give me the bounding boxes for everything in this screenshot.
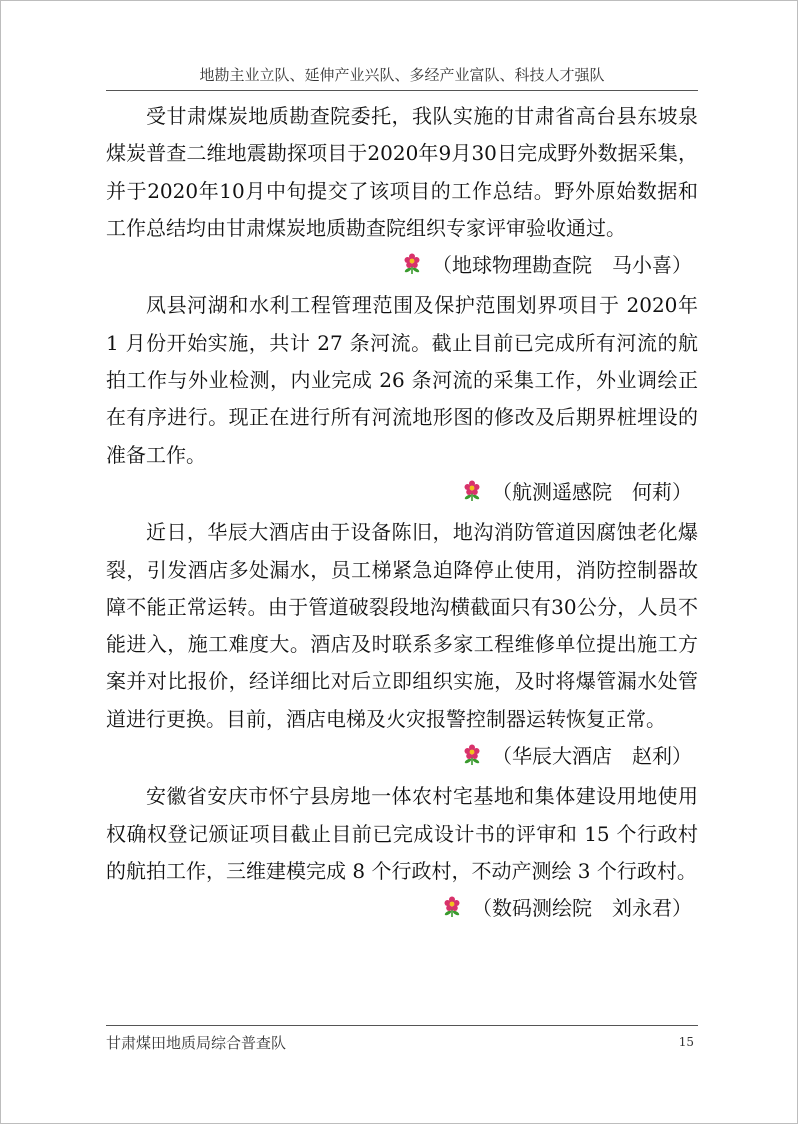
article-signature-4 bbox=[106, 890, 698, 930]
article-signature-2 bbox=[106, 474, 698, 514]
signature-text: （数码测绘院 刘永君） bbox=[472, 896, 692, 921]
footer-divider bbox=[106, 1025, 698, 1026]
flower-icon bbox=[462, 741, 482, 778]
article-body-3: 近日，华辰大酒店由于设备陈旧，地沟消防管道因腐蚀老化爆裂，引发酒店多处漏水，员工梯紧急迫降停止使用，消防控制器故障不能正常运转。由于管道破裂段地沟横截面只有30公分，人员不能进入，施工难度大。酒店及时联系多家工程维修单位提出施工方案并对比报价，经详细比对后立即组织实施，及时将爆管漏水处管道进行更换。目前，酒店电梯及火灾报警控制器运转恢复正常。 bbox=[106, 520, 698, 731]
flower-icon bbox=[442, 893, 462, 930]
article-signature-3 bbox=[106, 738, 698, 778]
flower-icon bbox=[402, 250, 422, 287]
page-number: 15 bbox=[678, 1035, 694, 1049]
article-body-2: 凤县河湖和水利工程管理范围及保护范围划界项目于 2020年 1 月份开始实施，共计 27 条河流。截止目前已完成所有河流的航拍工作与外业检测，内业完成 26 条河流的采集工作，外业调绘正在有序进行。现正在进行所有河流地形图的修改及后期界桩埋设的准备工作。 bbox=[106, 293, 698, 467]
signature-text: （航测遥感院 何莉） bbox=[492, 479, 692, 504]
header-divider bbox=[106, 90, 698, 91]
page-header: 地勘主业立队、延伸产业兴队、多经产业富队、科技人才强队 bbox=[199, 66, 605, 84]
article-body-4: 安徽省安庆市怀宁县房地一体农村宅基地和集体建设用地使用权确权登记颁证项目截止目前已完成设计书的评审和 15 个行政村的航拍工作，三维建模完成 8 个行政村，不动产测绘 3 个行政村。 bbox=[106, 784, 698, 883]
footer-org: 甘肃煤田地质局综合普查队 bbox=[106, 1034, 287, 1052]
signature-text: （华辰大酒店 赵利） bbox=[492, 744, 692, 769]
article-list bbox=[106, 98, 698, 931]
signature-text: （地球物理勘查院 马小喜） bbox=[432, 253, 692, 278]
flower-icon bbox=[462, 477, 482, 514]
article-body-1: 受甘肃煤炭地质勘查院委托，我队实施的甘肃省高台县东坡泉煤炭普查二维地震勘探项目于2020年9月30日完成野外数据采集，并于2020年10月中旬提交了该项目的工作总结。野外原始数据和工作总结均由甘肃煤炭地质勘查院组织专家评审验收通过。 bbox=[106, 104, 698, 240]
article-signature-1 bbox=[106, 247, 698, 287]
